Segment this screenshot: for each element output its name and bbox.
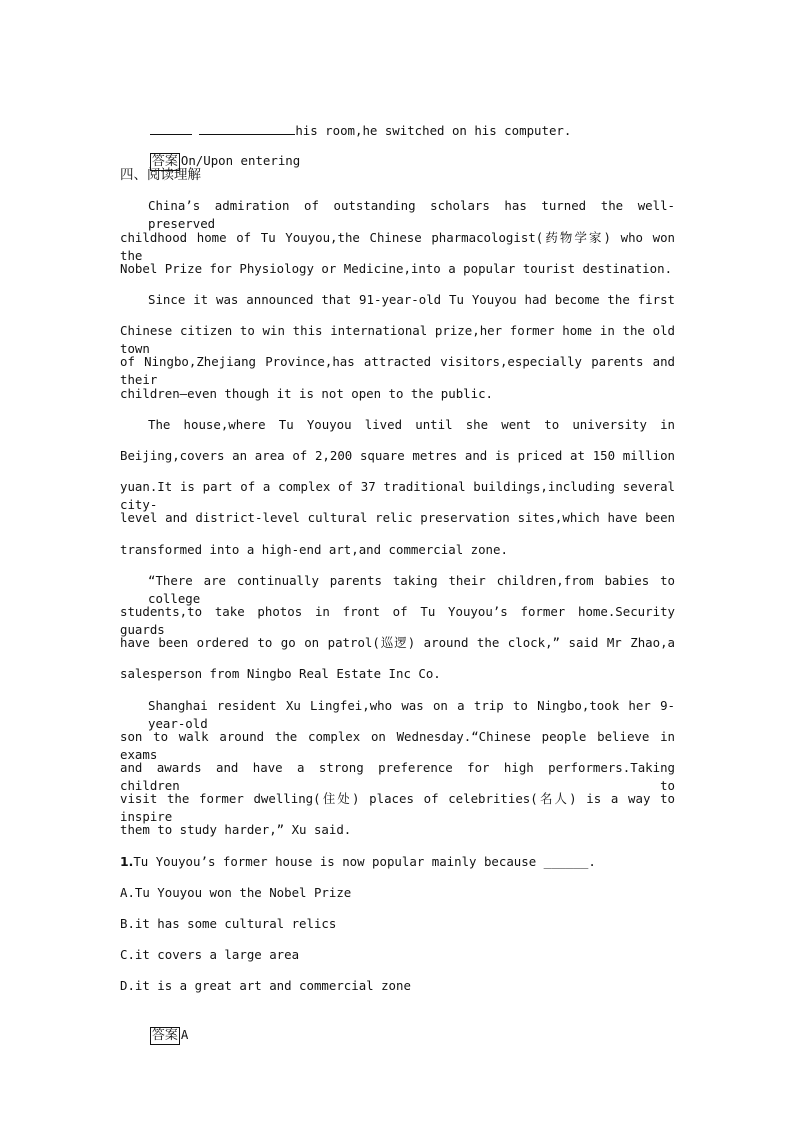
question-number: 1. xyxy=(120,854,134,869)
option-c: C.it covers a large area xyxy=(120,947,300,962)
answer-label-box: 答案 xyxy=(151,1028,178,1043)
p5-line-3: and awards and have a strong preference for high performers.Taking children to xyxy=(120,760,675,793)
p4-line-4: salesperson from Ningbo Real Estate Inc Co. xyxy=(120,666,441,681)
option-a: A.Tu Youyou won the Nobel Prize xyxy=(120,885,352,900)
p5-line-4: visit the former dwelling(住处) places of celebrities(名人) is a way to inspire xyxy=(120,791,675,824)
section-heading: 四、阅读理解 xyxy=(120,167,201,183)
p5-line-1: Shanghai resident Xu Lingfei,who was on a trip to Ningbo,took her 9-year-old xyxy=(148,698,675,731)
answer-text: A xyxy=(180,1027,189,1042)
p2-line-3: of Ningbo,Zhejiang Province,has attracted visitors,especially parents and their xyxy=(120,354,675,387)
p5-line-2: son to walk around the complex on Wednesday.“Chinese people believe in exams xyxy=(120,729,675,762)
question-1-answer xyxy=(120,1008,675,1063)
p4-line-1: “There are continually parents taking their children,from babies to college xyxy=(148,573,675,606)
p2-line-1: Since it was announced that 91-year-old Tu Youyou had become the first xyxy=(148,292,675,307)
p4-line-3: have been ordered to go on patrol(巡逻) around the clock,” said Mr Zhao,a xyxy=(120,635,675,650)
p2-line-2: Chinese citizen to win this international prize,her former home in the old town xyxy=(120,323,675,356)
p3-line-1: The house,where Tu Youyou lived until she went to university in xyxy=(148,417,675,432)
question-1-stem xyxy=(120,853,675,871)
p1-line-2: childhood home of Tu Youyou,the Chinese pharmacologist(药物学家) who won the xyxy=(120,230,675,263)
answer-label-box: 答案 xyxy=(151,154,178,169)
p2-line-4: children—even though it is not open to the public. xyxy=(120,386,493,401)
p1-line-3: Nobel Prize for Physiology or Medicine,into a popular tourist destination. xyxy=(120,261,673,276)
p3-line-3: yuan.It is part of a complex of 37 traditional buildings,including several city- xyxy=(120,479,675,512)
answer-text: On/Upon entering xyxy=(180,153,301,168)
option-d: D.it is a great art and commercial zone xyxy=(120,978,411,993)
question-text: Tu Youyou’s former house is now popular mainly because ______. xyxy=(133,854,596,869)
p4-line-2: students,to take photos in front of Tu Youyou’s former home.Security guards xyxy=(120,604,675,637)
p3-line-4: level and district-level cultural relic preservation sites,which have been xyxy=(120,510,675,525)
p5-line-5: them to study harder,” Xu said. xyxy=(120,822,352,837)
option-b: B.it has some cultural relics xyxy=(120,916,337,931)
p3-line-2: Beijing,covers an area of 2,200 square metres and is priced at 150 million xyxy=(120,448,675,463)
sentence-tail: his room,he switched on his computer. xyxy=(295,123,572,138)
p3-line-5: transformed into a high-end art,and commercial zone. xyxy=(120,542,508,557)
p1-line-1: China’s admiration of outstanding scholars has turned the well-preserved xyxy=(148,198,675,231)
